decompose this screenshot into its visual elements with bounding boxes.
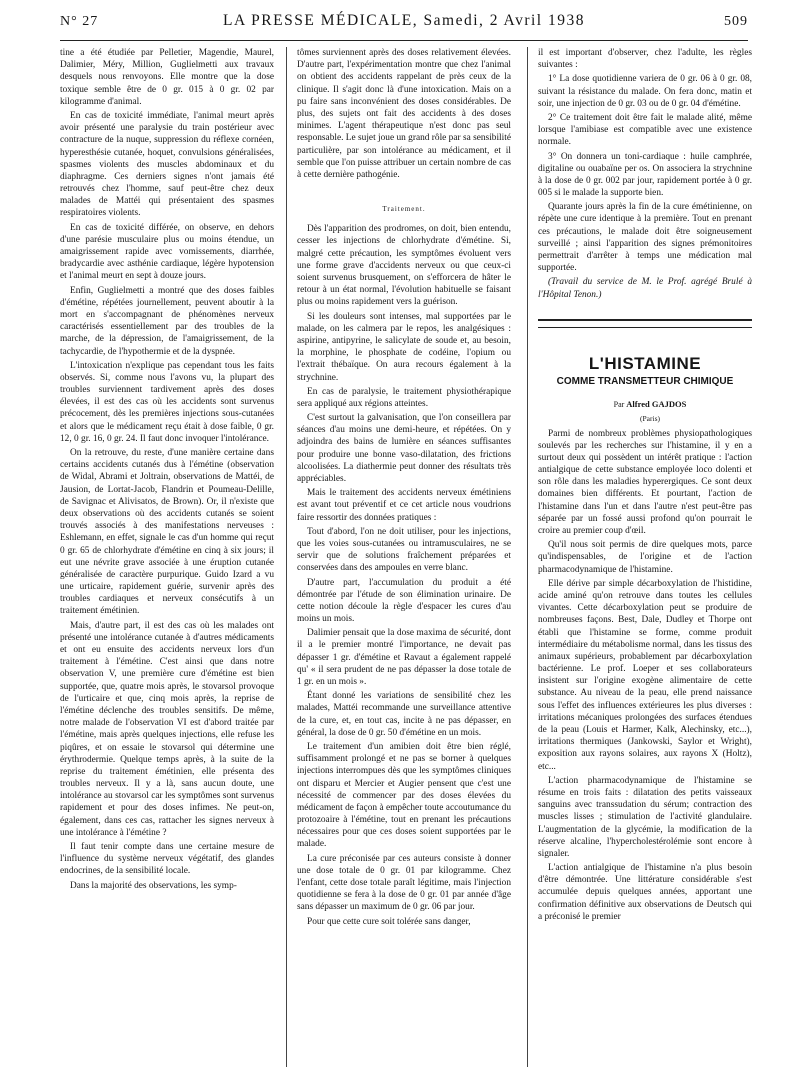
column-right (538, 47, 752, 1069)
issue-number: N° 27 (60, 14, 99, 29)
paragraph: tine a été étudiée par Pelletier, Magendie, Maurel, Dalimier, Méry, Million, Guglielmetti aux travaux desquels nous renvoyons. Elle montre que la dose toxique semble être de 0 gr. 015 à 0 gr. 02 par kilogramme d'animal. (60, 48, 274, 107)
paragraph: Dalimier pensait que la dose maxima de sécurité, dont il a le premier montré l'importance, ne devait pas dépasser 1 gr. d'émétine et Ravaut a également rappelé qu' « il sera prudent de ne pas dépasser la dose totale de 1 gr. en un mois ». (297, 628, 511, 687)
page-header (60, 12, 748, 32)
column-divider (286, 47, 287, 1067)
article-separator-thin (538, 327, 752, 328)
paragraph: Quarante jours après la fin de la cure émétinienne, on répète une cure identique à la première. Tout en prenant ces précautions, le malade doit être soigneusement surveillé ; ainsi l'apparition des signes prémonitoires permettrait d'arrêter à temps une médication mal supportée. (538, 202, 752, 274)
paragraph: L'action antialgique de l'histamine n'a plus besoin d'être démontrée. Une littérature considérable s'est accumulée depuis quelques années, apportant une confirmation définitive aux observations de Deutsch qui a préconisé le premier (538, 863, 752, 922)
paragraph: C'est surtout la galvanisation, que l'on conseillera par séances d'au moins une demi-heure, et répétées. On y adjoindra des bains de lumière en séances suffisantes pour produire une bonne vaso-dilatation, des frictions alcoolisées. La diathermie peut donner des résultats très appréciables. (297, 413, 511, 484)
section-heading: Traitement. (382, 205, 426, 214)
author-place: (Paris) (640, 414, 660, 424)
paragraph: Dès l'apparition des prodromes, on doit, bien entendu, cesser les injections de chlorhydrate d'émétine. Si, malgré cette précaution, les symptômes évoluent vers une forme grave d'accidents nerveux ou que ceux-ci soient survenus brusquement, on s'efforcera de hâter le retour à un état normal, l'évolution habituelle se faisant plus ou moins rapidement vers la guérison. (297, 224, 511, 308)
paragraph: L'intoxication n'explique pas cependant tous les faits observés. Si, comme nous l'avons vu, la plupart des troubles surviennent tardivement après des doses élevées, il est des cas où les accidents sont survenus précocement, dès les premières injections sous-cutanées et alors que le médicament reçu était à dose faible, 0 gr. 12, 0 gr. 16, 0 gr. 24. Il faut donc invoquer l'intolérance. (60, 360, 274, 444)
paragraph: tômes surviennent après des doses relativement élevées. D'autre part, l'expérimentation montre que chez l'animal on obtient des accidents rappelant de près ceux de la clinique. Il s'agit donc là d'une intoxication. Mais on a pu faire sans inconvénient des doses considérables. De plus, des sujets ont fait des accidents à des doses minimes. L'agent thérapeutique n'est donc pas seul responsable. Le sujet joue un grand rôle par sa sensibilité particulière, par son intolérance au médicament, et il semble que l'on puisse attribuer un certain nombre de cas à cette dernière pathogénie. (297, 48, 511, 180)
column-middle (297, 47, 511, 1069)
paragraph: Parmi de nombreux problèmes physiopathologiques soulevés par les recherches sur l'histamine, il y en a surtout deux qui possèdent un intérêt pratique : l'action antialgique de cette substance employée loco dolenti et son rôle dans les maladies hyperergiques. Ce sont deux domaines bien différents. Et pourtant, l'action de l'histamine dans l'un et dans l'autre n'est peut-être pas séparée par un fossé aussi profond qu'on pourrait le croire au premier coup d'œil. (538, 428, 752, 536)
paragraph: En cas de paralysie, le traitement physiothérapique sera appliqué aux régions atteintes. (297, 386, 511, 409)
paragraph: Qu'il nous soit permis de dire quelques mots, parce qu'indispensables, de l'origine et de l'action pharmacodynamique de l'histamine. (538, 540, 752, 575)
paragraph: Elle dérive par simple décarboxylation de l'histidine, acide aminé qu'on retrouve dans toutes les cellules vivantes. Cette décarboxylation peut se produire de nombreuses façons. Best, Dale, Dudley et Thorpe ont établi que l'histamine se forme, comme produit intermédiaire du métabolisme normal, dans les tissus des animaux supérieurs, probablement par décarboxylation bactérienne. Le prof. Loeper et ses collaborateurs insistent sur l'origine exogène alimentaire de cette substance. Au niveau de la peau, elle prend naissance sous l'effet des influences extérieures les plus diverses : irritations mécaniques prolongées des surfaces étendues de la peau (Louis et Harmer, Kalk, Alechinsky, etc...), irritations thermiques (Jankowski, Saylor et Wright), exposition aux rayons solaires, aux rayons X (Holtz), etc... (538, 578, 752, 772)
paragraph: 2° Ce traitement doit être fait le malade alité, même lorsque l'amibiase est compatible avec une existence normale. (538, 112, 752, 148)
paragraph: Pour que cette cure soit tolérée sans danger, (307, 916, 471, 927)
paragraph: D'autre part, l'accumulation du produit a été démontrée par l'étude de son élimination urinaire. De cette notion découle la règle d'espacer les cures d'au moins un mois. (297, 577, 511, 625)
paragraph: Enfin, Guglielmetti a montré que des doses faibles d'émétine, répétées journellement, peuvent aboutir à la mort en s'accompagnant de phénomènes nerveux caractérisés essentiellement par des troubles de la marche, de la dépression, de l'amaigrissement, de la tachycardie, de l'hypothermie et de la dyspnée. (60, 285, 274, 357)
paragraph: Mais le traitement des accidents nerveux émétiniens est avant tout préventif et ce cet article nous voudrions faire ressortir des données pratiques : (297, 488, 511, 523)
page-number: 509 (724, 14, 748, 29)
paragraph: On la retrouve, du reste, d'une manière certaine dans certains accidents cutanés dus à l'émétine (observation de Widal, Abrami et Joltrain, observations de Mattéi, de Jausion, de Lortat-Jacob, Flandrin et Poumeau-Delille, de Savignac et Alivisatos, de Brown). Or, il n'existe que deux observations où des accidents cutanés se soient trouvés associés à des manifestations nerveuses : Eshlemann, en effet, signale le cas d'un homme qui reçut 0 gr. 65 de chlorhydrate d'émétine en cinq à six jours; il eut une névrite grave associée à une éruption cutanée généralisée de caractère purpurique. Guido Izard a vu une urticaire, rapidement guérie, survenir après des troubles cardiaques et nerveux consécutifs à un traitement émétinien. (60, 448, 274, 617)
column-divider (527, 47, 528, 1067)
paragraph: Tout d'abord, l'on ne doit utiliser, pour les injections, que les voies sous-cutanées ou intramusculaires, ne se servir que de solutions fraîchement préparées et conservées dans des ampoules en verre blanc. (297, 526, 511, 574)
paragraph: En cas de toxicité différée, on observe, en dehors d'une parésie musculaire plus ou moins étendue, un amaigrissement rapide avec vomissements, diarrhée, bradycardie avec asthénie cardiaque, légère hypotension et l'animal meurt en sept à douze jours. (60, 222, 274, 282)
article-title: L'HISTAMINE (588, 353, 702, 373)
paragraph: Il faut tenir compte dans une certaine mesure de l'influence du système nerveux végétatif, des glandes endocrines, de la sensibilité locale. (60, 842, 274, 877)
paragraph: La cure préconisée par ces auteurs consiste à donner une dose totale de 0 gr. 01 par kilogramme. Chez l'enfant, cette dose totale paraît légitime, mais l'injection quotidienne se fera à la dose de 0 gr. 01 par année d'âge sans dépasser un maximum de 0 gr. 06 par jour. (297, 853, 511, 913)
paragraph: 3° On donnera un toni-cardiaque : huile camphrée, digitaline ou ouabaïne per os. On associera la strychnine à la dose de 0 gr. 002 par jour, rapidement portée à 0 gr. 005 si le malade la supporte bien. (538, 151, 752, 199)
source-note: (Travail du service de M. le Prof. agrégé Brulé à l'Hôpital Tenon.) (538, 277, 752, 300)
paragraph: Le traitement d'un amibien doit être bien réglé, suffisamment prolongé et ne pas se borner à quelques injections interrompues dès que les symptômes cliniques ont disparu et Mercier et Augier pensent que c'est une nécessité de commencer par des doses élevées du médicament de façon à empêcher toute accoutumance du protozoaire à l'émétine, tout en prenant les précautions nécessaires pour que ces doses soient supportées par le malade. (297, 741, 511, 850)
article-separator (538, 319, 752, 321)
journal-title: LA PRESSE MÉDICALE, Samedi, 2 Avril 1938 (223, 12, 585, 29)
header-rule (60, 40, 748, 41)
column-left (60, 47, 274, 1069)
paragraph: En cas de toxicité immédiate, l'animal meurt après avoir présenté une paralysie du train postérieur avec contracture de la nuque, suppression du réflexe cornéen, hyperesthésie cutanée, hoquet, convulsions généralisées, spasmes violents des muscles abdominaux et du diaphragme. Ces derniers signes n'ont jamais été retrouvés chez l'homme, sauf peut-être chez deux malades de Mattéi qui présentaient des spasmes respiratoires violents. (60, 110, 274, 219)
paragraph: Mais, d'autre part, il est des cas où les malades ont présenté une intolérance cutanée à d'autres médicaments et ont eu ensuite des accidents nerveux lors d'un traitement à l'émétine. C'est ainsi que dans notre observation V, une première cure d'émétine est bien supportée, que, quatre mois après, le stovarsol provoque de l'urticaire et que, cinq mois après, la reprise de l'émétine déclenche des troubles sensitifs. De même, notre malade de l'observation VI est d'abord traitée par l'émétine, mais après quelques injections, elle refuse les piqûres, et on essaie le stovarsol qui détermine une érythrodermie. Quelque temps après, à la suite de la reprise du traitement émétinien, elle présenta des troubles nerveux. Il y a là, sans aucun doute, une intolérance au stovarsol car les symptômes sont survenus rapidement et pour des doses infimes. Ne peut-on, également, dans ces cas, rattacher les signes nerveux à une intolérance à l'émétine ? (60, 620, 274, 838)
paragraph: 1° La dose quotidienne variera de 0 gr. 06 à 0 gr. 08, suivant la résistance du malade. On fera donc, matin et soir, une injection de 0 gr. 03 ou de 0 gr. 04 d'émétine. (538, 74, 752, 109)
paragraph: Étant donné les variations de sensibilité chez les malades, Mattéi recommande une surveillance attentive de la cure, et, en tout cas, incite à ne pas dépasser, en général, la dose de 0 gr. 50 d'émétine en un mois. (297, 691, 511, 738)
byline-prefix: Par (613, 400, 625, 410)
author-name: Alfred GAJDOS (626, 399, 687, 410)
paragraph: L'action pharmacodynamique de l'histamine se résume en trois faits : dilatation des petits vaisseaux sanguins avec transsudation du sérum; contraction des muscles lisses ; stimulation de l'activité glandulaire. L'augmentation de la glycémie, la modification de la réserve alcaline, l'hypercholestérolémie sont encore à signaler. (538, 775, 752, 859)
paragraph: Dans la majorité des observations, les symp- (70, 880, 237, 891)
byline (538, 398, 752, 411)
article-subtitle: COMME TRANSMETTEUR CHIMIQUE (556, 375, 734, 387)
paragraph: Si les douleurs sont intenses, mal supportées par le malade, on les calmera par le repos, les analgésiques : aspirine, antipyrine, le salicylate de soude et, au besoin, la morphine, le phosphate de codéine, l'opium ou l'extrait thébaïque. On aura recours également à la strychnine. (297, 311, 511, 383)
paragraph: il est important d'observer, chez l'adulte, les règles suivantes : (538, 48, 752, 71)
